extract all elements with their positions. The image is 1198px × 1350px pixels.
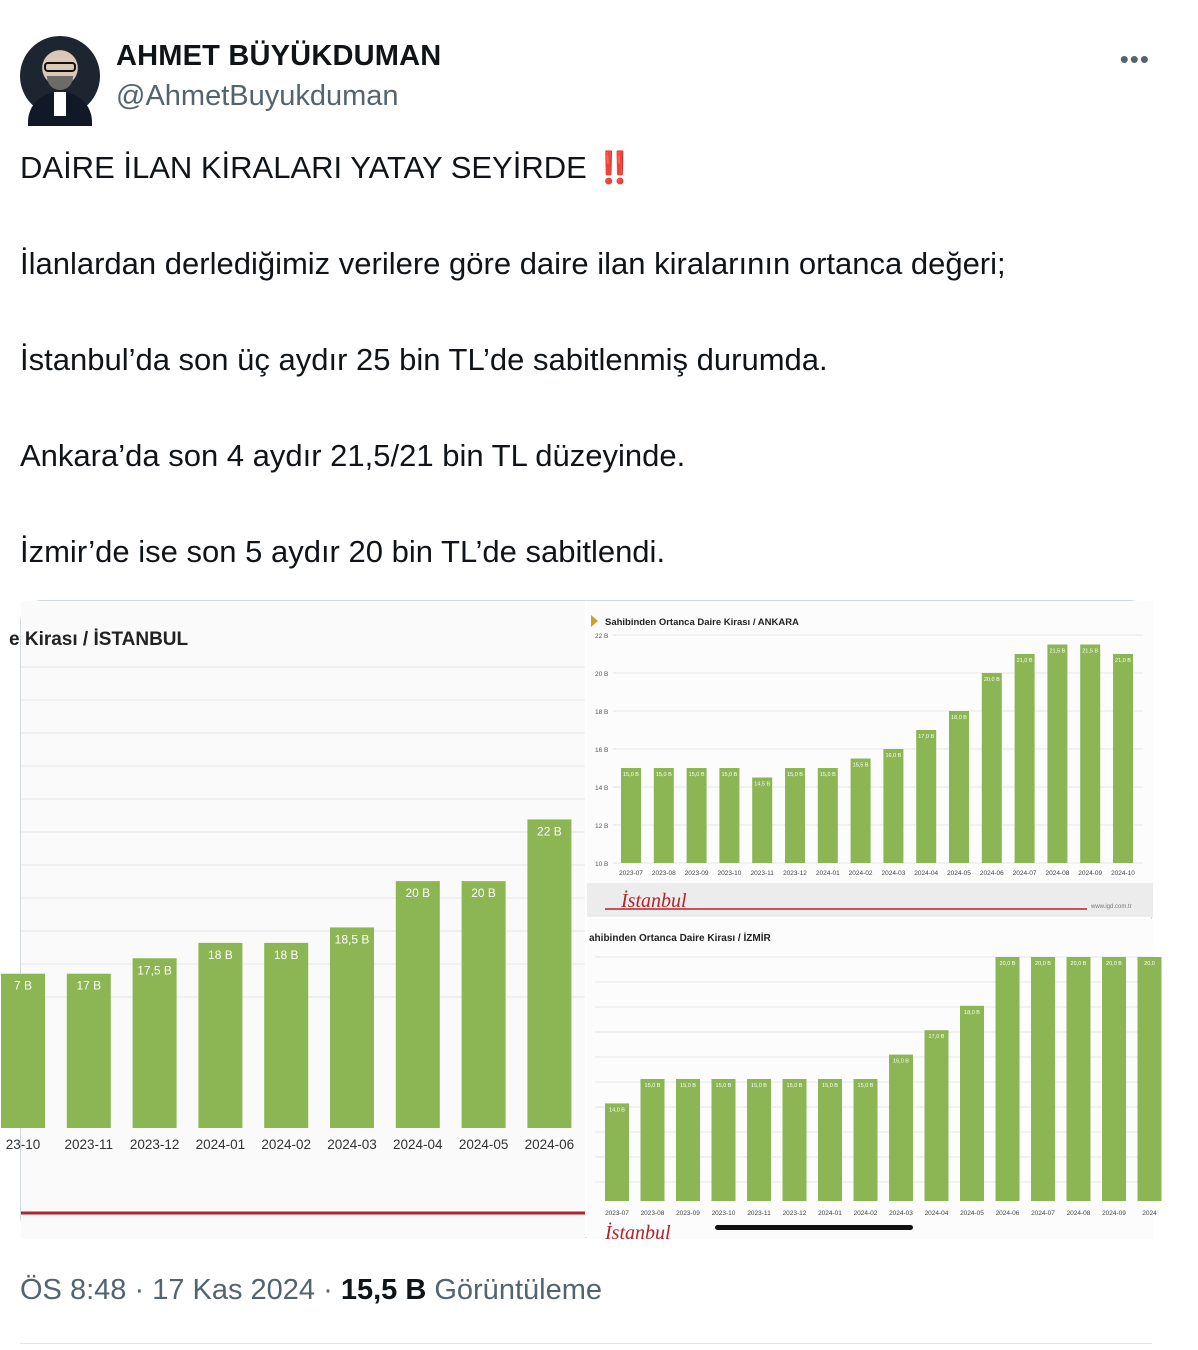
- bar-label: 15,0 B: [819, 772, 836, 778]
- bar: [889, 1055, 913, 1201]
- bar-label: 17,0 B: [928, 1034, 945, 1041]
- author-name[interactable]: AHMET BÜYÜKDUMAN: [116, 40, 442, 72]
- bar-label: 18 B: [208, 947, 233, 962]
- bar-label: 20,0 B: [1035, 961, 1051, 967]
- bar-label: 20 B: [405, 886, 431, 901]
- meta-separator: ·: [323, 1274, 341, 1306]
- x-tick-label: 2023-12: [129, 1137, 180, 1152]
- ankara-chart-image[interactable]: [587, 601, 1153, 917]
- bar: [1138, 957, 1162, 1201]
- chart-title: e Kirası / İSTANBUL: [9, 629, 189, 650]
- bar: [1031, 957, 1055, 1201]
- bar: [949, 711, 969, 863]
- y-tick-label: 22 B: [595, 633, 609, 640]
- bar-label: 15,0 B: [688, 772, 705, 778]
- author-handle[interactable]: @AhmetBuyukduman: [116, 80, 399, 112]
- bar: [982, 673, 1002, 863]
- bar-label: 16,0 B: [885, 753, 902, 759]
- x-tick-label: 2024-04: [914, 870, 939, 877]
- x-tick-label: 2024-08: [1066, 1210, 1091, 1217]
- bar: [851, 759, 871, 864]
- bar-label: 15,0 B: [786, 1083, 803, 1089]
- x-tick-label: 23-10: [5, 1137, 41, 1152]
- bar-label: 7 B: [13, 978, 33, 993]
- bar-label: 20 B: [471, 886, 496, 901]
- x-tick-label: 2024-01: [818, 1210, 842, 1217]
- x-tick-label: 2023-11: [64, 1137, 114, 1152]
- avatar-beard: [47, 76, 73, 90]
- bar-label: 15,0 B: [623, 772, 639, 778]
- bar-label: 17 B: [76, 978, 102, 993]
- izmir-chart-image[interactable]: [587, 919, 1157, 1244]
- bar: [687, 768, 707, 863]
- bar-label: 16,0 B: [893, 1058, 909, 1065]
- ankara-chart: [587, 601, 1153, 917]
- x-tick-label: 2024-09: [1078, 870, 1103, 877]
- bar: [883, 749, 903, 863]
- x-tick-label: 2024-02: [848, 870, 873, 877]
- x-tick-label: 2024-06: [995, 1210, 1020, 1217]
- x-tick-label: 2023-09: [676, 1210, 700, 1217]
- bar-label: 18,0 B: [964, 1009, 980, 1016]
- y-tick-label: 14 B: [595, 785, 609, 792]
- bar: [818, 768, 838, 863]
- x-tick-label: 2023-07: [619, 870, 643, 877]
- x-tick-label: 2024-02: [261, 1137, 311, 1152]
- bar: [676, 1079, 700, 1201]
- bar: [67, 974, 111, 1128]
- tweet-headline: [20, 148, 1170, 188]
- bar: [462, 881, 506, 1128]
- bar: [1080, 645, 1100, 864]
- x-tick-label: 2024-03: [889, 1210, 913, 1217]
- bar-label: 14,5 B: [754, 781, 771, 788]
- bar: [747, 1079, 771, 1201]
- x-tick-label: 2023-08: [651, 870, 676, 877]
- tweet-meta: [20, 1274, 602, 1307]
- tweet-paragraph: Ankara’da son 4 aydır 21,5/21 bin TL düzeyinde.: [20, 438, 686, 473]
- bar-label: 18,0 B: [951, 715, 967, 721]
- bar-label: 15,0 B: [787, 772, 803, 778]
- y-tick-label: 20 B: [595, 671, 609, 678]
- tweet-paragraph: İlanlardan derlediğimiz verilere göre daire ilan kiralarının ortanca değeri;: [20, 246, 1006, 281]
- bar-label: 15,0 B: [822, 1083, 838, 1089]
- avatar-glasses: [44, 62, 76, 72]
- media-scrollbar[interactable]: [715, 1225, 913, 1230]
- bar-label: 21,0 B: [1016, 658, 1033, 664]
- bar-label: 15,0 B: [680, 1083, 696, 1089]
- x-tick-label: 2024-01: [815, 870, 840, 877]
- more-options-icon[interactable]: •••: [1119, 44, 1150, 74]
- author-avatar[interactable]: [20, 36, 100, 116]
- bar-label: 14,0 B: [609, 1107, 625, 1114]
- bar: [916, 730, 936, 863]
- meta-separator: ·: [134, 1274, 153, 1306]
- bar: [996, 957, 1020, 1201]
- chart-title: Sahibinden Ortanca Daire Kirası / ANKARA: [605, 617, 799, 628]
- bar-label: 22 B: [537, 824, 562, 839]
- x-tick-label: 2024-06: [979, 870, 1004, 877]
- bar-label: 20,0 B: [1106, 961, 1122, 967]
- bar-label: 15,0 B: [721, 772, 738, 778]
- x-tick-label: 2024-05: [947, 870, 971, 877]
- tweet-paragraph: İstanbul’da son üç aydır 25 bin TL’de sabitlenmiş durumda.: [20, 342, 828, 377]
- double-exclamation-icon: ‼️: [595, 150, 635, 185]
- x-tick-label: 2023-09: [684, 870, 709, 877]
- x-tick-label: 2023-07: [605, 1210, 629, 1217]
- x-tick-label: 2024-06: [524, 1137, 575, 1152]
- bar-label: 20,0 B: [1070, 961, 1087, 967]
- bar: [264, 943, 308, 1128]
- bar: [785, 768, 805, 863]
- x-tick-label: 2024: [1142, 1210, 1157, 1217]
- bar: [654, 768, 674, 863]
- bar-label: 17,0 B: [918, 734, 935, 740]
- tweet-date[interactable]: 17 Kas 2024: [152, 1274, 316, 1306]
- bar: [719, 768, 739, 863]
- x-tick-label: 2024-04: [393, 1137, 443, 1152]
- bar: [925, 1030, 949, 1201]
- bar-label: 15,0 B: [655, 772, 672, 778]
- view-label: Görüntüleme: [434, 1274, 602, 1306]
- headline-text: DAİRE İLAN KİRALARI YATAY SEYİRDE: [20, 150, 587, 185]
- bar-label: 17,5 B: [137, 963, 172, 978]
- x-tick-label: 2024-09: [1102, 1210, 1126, 1217]
- bar: [527, 819, 571, 1128]
- media-gallery[interactable]: [5, 600, 1157, 1244]
- bar: [1, 974, 45, 1128]
- y-tick-label: 10 B: [595, 861, 609, 868]
- divider: [20, 1343, 1152, 1344]
- x-tick-label: 2023-12: [782, 1210, 807, 1217]
- bar-label: 18,5 B: [334, 932, 370, 947]
- bar: [1015, 654, 1035, 863]
- x-tick-label: 2024-10: [1111, 870, 1135, 877]
- bar: [1113, 654, 1133, 863]
- bar-label: 15,0 B: [751, 1083, 767, 1089]
- x-tick-label: 2023-12: [783, 870, 807, 877]
- bar: [198, 943, 242, 1128]
- y-tick-label: 16 B: [595, 747, 609, 754]
- bar-label: 15,5 B: [852, 762, 869, 769]
- view-count: 15,5 B: [340, 1274, 427, 1306]
- x-tick-label: 2024-08: [1045, 870, 1070, 877]
- izmir-chart: [587, 919, 1157, 1244]
- tweet-paragraph: İzmir’de ise son 5 aydır 20 bin TL’de sabitlendi.: [20, 534, 666, 569]
- x-tick-label: 2024-02: [853, 1210, 878, 1217]
- bar-label: 21,0 B: [1115, 658, 1131, 664]
- y-tick-label: 12 B: [595, 823, 609, 830]
- x-tick-label: 2024-03: [881, 870, 906, 877]
- bar: [1067, 957, 1091, 1201]
- bar: [960, 1006, 984, 1201]
- x-tick-label: 2023-11: [747, 1210, 771, 1217]
- x-tick-label: 2023-11: [750, 870, 774, 877]
- bar: [1047, 645, 1067, 864]
- x-tick-label: 2024-03: [327, 1137, 377, 1152]
- x-tick-label: 2024-05: [458, 1137, 509, 1152]
- footer-brand-logo: İstanbul: [621, 890, 687, 912]
- istanbul-chart-image[interactable]: [5, 601, 585, 1239]
- bar: [621, 768, 641, 863]
- x-tick-label: 2024-04: [924, 1210, 949, 1217]
- footer-brand-logo: İstanbul: [605, 1222, 671, 1244]
- tweet-header: [20, 36, 1160, 116]
- footer-url: www.igd.com.tr: [1091, 904, 1132, 910]
- x-tick-label: 2024-07: [1012, 870, 1037, 877]
- bar: [1102, 957, 1126, 1201]
- bar: [752, 778, 772, 864]
- bar: [605, 1103, 629, 1201]
- x-tick-label: 2023-10: [717, 870, 742, 877]
- bar-label: 15,0 B: [715, 1083, 732, 1089]
- bar: [330, 927, 374, 1128]
- bar: [783, 1079, 807, 1201]
- bar-label: 18 B: [273, 947, 299, 962]
- y-tick-label: 18 B: [595, 709, 609, 716]
- bar: [854, 1079, 878, 1201]
- bar-label: 20,0: [1144, 961, 1155, 967]
- x-tick-label: 2024-07: [1031, 1210, 1055, 1217]
- x-tick-label: 2024-01: [195, 1137, 246, 1152]
- bar: [712, 1079, 736, 1201]
- bar-label: 21,5 B: [1049, 648, 1066, 655]
- bar-label: 15,0 B: [644, 1083, 661, 1089]
- bar: [133, 958, 177, 1128]
- bar: [818, 1079, 842, 1201]
- bar: [396, 881, 440, 1128]
- tweet-time[interactable]: ÖS 8:48: [20, 1274, 127, 1306]
- bar-label: 15,0 B: [857, 1083, 874, 1089]
- bar-label: 21,5 B: [1082, 648, 1099, 655]
- bar-label: 20,0 B: [983, 677, 1000, 683]
- avatar-shirt: [54, 92, 66, 116]
- x-tick-label: 2023-10: [711, 1210, 736, 1217]
- bar: [641, 1079, 665, 1201]
- x-tick-label: 2024-05: [960, 1210, 984, 1217]
- chart-title: ahibinden Ortanca Daire Kirası / İZMİR: [589, 933, 771, 944]
- x-tick-label: 2023-08: [640, 1210, 665, 1217]
- istanbul-chart: [5, 601, 585, 1239]
- bar-label: 20,0 B: [999, 961, 1016, 967]
- tweet-body: [20, 148, 1170, 628]
